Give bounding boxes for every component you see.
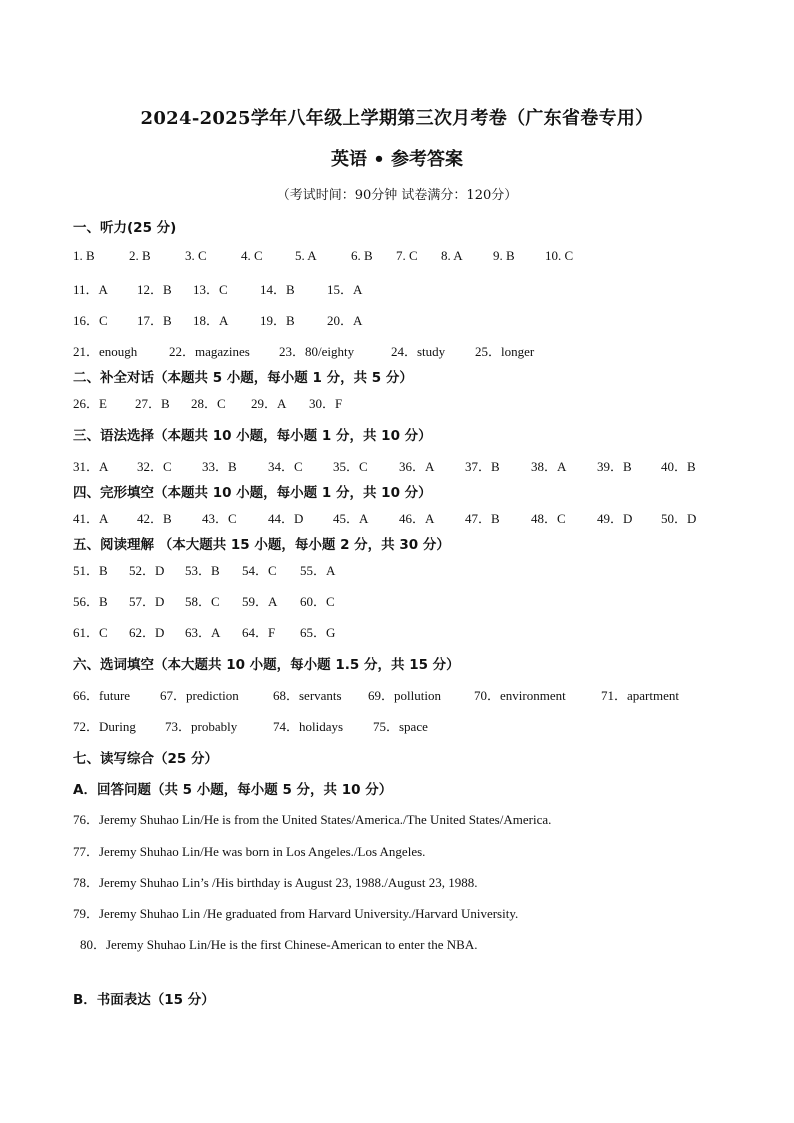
answer-item: 29．A <box>251 396 287 411</box>
answer-item: 24．study <box>391 344 446 359</box>
answer-sentence-80: 80．Jeremy Shuhao Lin/He is the first Chinese-American to enter the NBA. <box>80 937 478 952</box>
section-heading-reading: 五、阅读理解 （本大题共 15 小题，每小题 2 分，共 30 分） <box>73 537 450 553</box>
section-heading-grammar: 三、语法选择（本题共 10 小题，每小题 1 分，共 10 分） <box>73 428 432 444</box>
answer-item: 40．B <box>661 459 696 474</box>
answer-item: 44．D <box>268 511 304 526</box>
answer-item: 60．C <box>300 594 335 609</box>
answer-item: 25．longer <box>475 344 535 359</box>
section-heading-dialogue: 二、补全对话（本题共 5 小题，每小题 1 分，共 5 分） <box>73 370 413 386</box>
answer-item: 73．probably <box>165 719 238 734</box>
answer-item: 23．80/eighty <box>279 344 355 359</box>
section-heading-listening: 一、听力(25 分) <box>73 220 177 236</box>
answer-item: 63．A <box>185 625 221 640</box>
answer-item: 74．holidays <box>273 719 344 734</box>
answer-item: 56．B <box>73 594 108 609</box>
answer-item: 71．apartment <box>601 688 679 703</box>
answer-row <box>73 685 679 704</box>
answer-item: 66．future <box>73 688 131 703</box>
answer-item: 30．F <box>309 396 343 411</box>
answer-item: 54．C <box>242 563 277 578</box>
answer-item: 48．C <box>531 511 566 526</box>
answer-item: 3. C <box>185 248 207 263</box>
answer-item: 11．A <box>73 282 108 297</box>
answer-row <box>73 341 534 360</box>
answer-item: 2. B <box>129 248 151 263</box>
answer-item: 20．A <box>327 313 363 328</box>
answer-sentence-79: 79．Jeremy Shuhao Lin /He graduated from Harvard University./Harvard University. <box>73 906 519 921</box>
answer-item: 31．A <box>73 459 109 474</box>
answer-sentence-77: 77．Jeremy Shuhao Lin/He was born in Los Angeles./Los Angeles. <box>73 844 426 859</box>
answer-item: 64．F <box>242 625 276 640</box>
answer-item: 72．During <box>73 719 136 734</box>
answer-row <box>73 310 362 329</box>
answer-row <box>73 279 362 298</box>
answer-item: 13．C <box>193 282 228 297</box>
answer-item: 62．D <box>129 625 165 640</box>
answer-sentence-76: 76．Jeremy Shuhao Lin/He is from the United States/America./The United States/America. <box>73 812 552 827</box>
answer-item: 55．A <box>300 563 336 578</box>
answer-item: 43．C <box>202 511 237 526</box>
answer-item: 50．D <box>661 511 697 526</box>
answer-item: 70．environment <box>474 688 566 703</box>
answer-row <box>73 716 428 735</box>
answer-row <box>73 456 696 475</box>
answer-item: 53．B <box>185 563 220 578</box>
answer-item: 33．B <box>202 459 237 474</box>
answer-item: 5. A <box>295 248 317 263</box>
answer-item: 75．space <box>373 719 428 734</box>
answer-item: 8. A <box>441 248 463 263</box>
answer-item: 34．C <box>268 459 303 474</box>
subsection-heading-writing: B．书面表达（15 分） <box>73 992 215 1008</box>
answer-item: 61．C <box>73 625 108 640</box>
answer-sentence-78: 78．Jeremy Shuhao Lin’s /His birthday is August 23, 1988./August 23, 1988. <box>73 875 478 890</box>
answer-item: 4. C <box>241 248 263 263</box>
section-heading-cloze: 四、完形填空（本题共 10 小题，每小题 1 分，共 10 分） <box>73 485 432 501</box>
subsection-heading-questions: A．回答问题（共 5 小题，每小题 5 分，共 10 分） <box>73 782 393 798</box>
page-title: 2024-2025学年八年级上学期第三次月考卷（广东省卷专用） <box>140 108 654 129</box>
answer-item: 6. B <box>351 248 373 263</box>
answer-item: 57．D <box>129 594 165 609</box>
answer-row <box>73 393 342 412</box>
answer-item: 1. B <box>73 248 95 263</box>
answer-item: 21．enough <box>73 344 138 359</box>
answer-item: 35．C <box>333 459 368 474</box>
answer-item: 26．E <box>73 396 107 411</box>
answer-item: 65．G <box>300 625 336 640</box>
answer-item: 67．prediction <box>160 688 239 703</box>
section-heading-word-fill: 六、选词填空（本大题共 10 小题，每小题 1.5 分，共 15 分） <box>73 657 460 673</box>
answer-item: 9. B <box>493 248 515 263</box>
answer-item: 38．A <box>531 459 567 474</box>
answer-row <box>73 508 696 527</box>
section-heading-read-write: 七、读写综合（25 分） <box>73 751 218 767</box>
answer-item: 51．B <box>73 563 108 578</box>
answer-item: 16．C <box>73 313 108 328</box>
answer-item: 14．B <box>260 282 295 297</box>
exam-info: （考试时间：90分钟 试卷满分：120分） <box>276 188 518 203</box>
answer-item: 10. C <box>545 248 574 263</box>
answer-row <box>73 622 335 641</box>
answer-item: 49．D <box>597 511 633 526</box>
answer-item: 47．B <box>465 511 500 526</box>
answer-item: 41．A <box>73 511 109 526</box>
answer-row <box>73 248 573 264</box>
answer-item: 45．A <box>333 511 369 526</box>
answer-item: 37．B <box>465 459 500 474</box>
answer-item: 12．B <box>137 282 172 297</box>
answer-item: 27．B <box>135 396 170 411</box>
answer-item: 36．A <box>399 459 435 474</box>
answer-item: 52．D <box>129 563 165 578</box>
answer-item: 39．B <box>597 459 632 474</box>
answer-item: 22．magazines <box>169 344 250 359</box>
answer-item: 7. C <box>396 248 418 263</box>
answer-row <box>73 591 335 610</box>
page-subtitle: 英语 • 参考答案 <box>330 149 464 170</box>
answer-item: 42．B <box>137 511 172 526</box>
answer-item: 18．A <box>193 313 229 328</box>
answer-item: 58．C <box>185 594 220 609</box>
answer-item: 46．A <box>399 511 435 526</box>
answer-row <box>73 560 335 579</box>
answer-item: 17．B <box>137 313 172 328</box>
answer-item: 19．B <box>260 313 295 328</box>
answer-item: 15．A <box>327 282 363 297</box>
answer-item: 69．pollution <box>368 688 441 703</box>
answer-item: 28．C <box>191 396 226 411</box>
answer-item: 59．A <box>242 594 278 609</box>
answer-item: 32．C <box>137 459 172 474</box>
answer-item: 68．servants <box>273 688 342 703</box>
